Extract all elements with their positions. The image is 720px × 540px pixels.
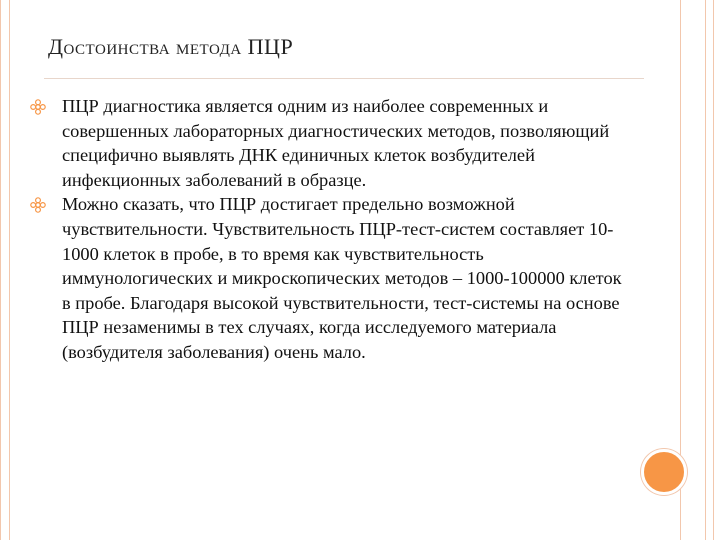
bullet-text: Можно сказать, что ПЦР достигает предельно возможной чувствительности. Чувствительность ПЦР-тест-систем составляет 10-1000 клеток в пробе, в то время как чувствительность иммунологических и микроскопических методов – 1000-100000 клеток в пробе. Благодаря высокой чувствительности, тест-системы на основе ПЦР незаменимы в тех случаях, когда исследуемого материала (возбудителя заболевания) очень мало. — [62, 194, 622, 362]
right-frame-border — [705, 0, 714, 540]
bullet-text: ПЦР диагностика является одним из наиболее современных и совершенных лабораторных диагностических методов, позволяющий специфично выявлять ДНК единичных клеток возбудителей инфекционных заболеваний в образце. — [62, 96, 610, 190]
bullet-item — [30, 94, 630, 192]
slide-title: Достоинства метода ПЦР — [48, 34, 294, 59]
title-divider — [44, 78, 644, 79]
bullet-item — [30, 192, 630, 364]
decorative-orange-circle — [641, 449, 687, 495]
radial-flower-icon — [30, 99, 46, 115]
left-frame-border — [0, 0, 10, 540]
bullet-list — [30, 94, 630, 365]
radial-flower-icon — [30, 197, 46, 213]
